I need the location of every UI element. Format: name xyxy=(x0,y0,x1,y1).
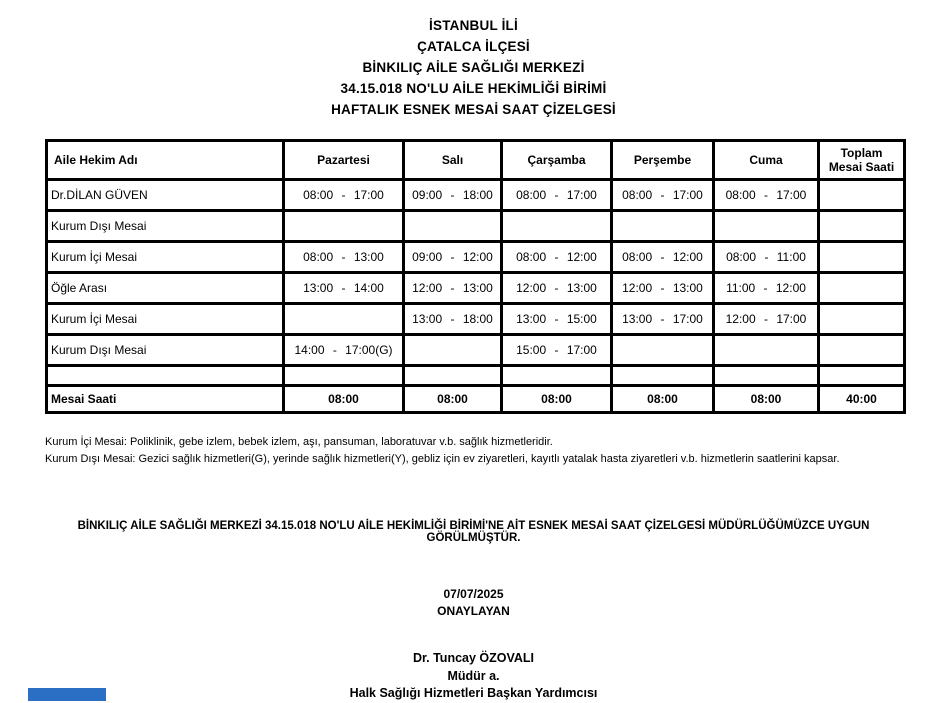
table-row xyxy=(47,211,905,242)
row-label: Kurum İçi Mesai xyxy=(47,304,284,335)
time-cell xyxy=(284,304,404,335)
time-cell xyxy=(284,211,404,242)
time-cell: 08:00 - 17:00 xyxy=(714,180,819,211)
time-cell: 08:00 xyxy=(612,386,714,413)
approver-title: Müdür a. xyxy=(447,668,500,683)
time-cell xyxy=(714,211,819,242)
row-label: Kurum Dışı Mesai xyxy=(47,335,284,366)
time-cell: 08:00 - 17:00 xyxy=(502,180,612,211)
time-cell: 11:00 - 12:00 xyxy=(714,273,819,304)
signature-block xyxy=(0,650,947,703)
approval-statement: BİNKILIÇ AİLE SAĞLIĞI MERKEZİ 34.15.018 NO'LU AİLE HEKİMLİĞİ BİRİMİ'NE AİT ESNEK MESAİ SAAT ÇİZELGESİ MÜDÜRLÜĞÜMÜZCE UYGUN GÖRÜLMÜŞTÜR. xyxy=(77,520,870,544)
time-cell: 08:00 - 17:00 xyxy=(284,180,404,211)
time-cell: 40:00 xyxy=(819,386,905,413)
title-unit: 34.15.018 NO'LU AİLE HEKİMLİĞİ BİRİMİ xyxy=(340,81,607,96)
time-cell xyxy=(404,366,502,386)
time-cell: 12:00 - 13:00 xyxy=(612,273,714,304)
row-label: Kurum Dışı Mesai xyxy=(47,211,284,242)
time-cell: 09:00 - 18:00 xyxy=(404,180,502,211)
time-cell: 13:00 - 15:00 xyxy=(502,304,612,335)
time-cell: 09:00 - 12:00 xyxy=(404,242,502,273)
footer-blue-mark xyxy=(28,688,106,701)
time-cell: 13:00 - 17:00 xyxy=(612,304,714,335)
time-cell: 15:00 - 17:00 xyxy=(502,335,612,366)
time-cell xyxy=(819,366,905,386)
time-cell: 13:00 - 14:00 xyxy=(284,273,404,304)
approver-name: Dr. Tuncay ÖZOVALI xyxy=(412,651,535,665)
schedule-table xyxy=(45,139,906,414)
time-cell: 08:00 - 12:00 xyxy=(612,242,714,273)
row-label: Öğle Arası xyxy=(47,273,284,304)
approver-label: ONAYLAYAN xyxy=(437,604,510,618)
table-row xyxy=(47,273,905,304)
time-cell: 13:00 - 18:00 xyxy=(404,304,502,335)
time-cell xyxy=(612,211,714,242)
approval-date: 07/07/2025 xyxy=(443,587,504,601)
time-cell xyxy=(819,273,905,304)
title-province: İSTANBUL İLİ xyxy=(429,18,518,33)
document-title-block xyxy=(0,0,947,120)
time-cell: 08:00 xyxy=(404,386,502,413)
time-cell xyxy=(612,366,714,386)
row-label: Kurum İçi Mesai xyxy=(47,242,284,273)
table-header-row xyxy=(47,141,905,180)
column-header-wednesday: Çarşamba xyxy=(502,141,612,180)
time-cell: 08:00 - 17:00 xyxy=(612,180,714,211)
time-cell: 08:00 xyxy=(284,386,404,413)
column-header-physician: Aile Hekim Adı xyxy=(47,141,284,180)
time-cell: 12:00 - 13:00 xyxy=(502,273,612,304)
time-cell xyxy=(612,335,714,366)
title-district: ÇATALCA İLÇESİ xyxy=(417,39,530,54)
approval-date-block xyxy=(0,586,947,620)
row-label: Mesai Saati xyxy=(47,386,284,413)
time-cell: 08:00 - 11:00 xyxy=(714,242,819,273)
time-cell xyxy=(819,335,905,366)
table-row xyxy=(47,366,905,386)
table-row xyxy=(47,242,905,273)
row-label xyxy=(47,366,284,386)
footnote-kurum-ici: Kurum İçi Mesai: Poliklinik, gebe izlem, bebek izlem, aşı, pansuman, laboratuvar v.b. sağlık hizmetleridir. xyxy=(45,436,553,448)
time-cell xyxy=(819,242,905,273)
title-health-center: BİNKILIÇ AİLE SAĞLIĞI MERKEZİ xyxy=(362,60,585,75)
table-row xyxy=(47,335,905,366)
footnote-kurum-disi: Kurum Dışı Mesai: Gezici sağlık hizmetleri(G), yerinde sağlık hizmetleri(Y), gebliz için ev ziyaretleri, kayıtlı yatalak hasta ziyaretleri v.b. hizmetlerin saatlerini kapsar. xyxy=(45,453,840,465)
table-row xyxy=(47,386,905,413)
time-cell: 14:00 - 17:00(G) xyxy=(284,335,404,366)
time-cell: 08:00 - 13:00 xyxy=(284,242,404,273)
time-cell xyxy=(714,366,819,386)
column-header-total: Toplam Mesai Saati xyxy=(819,141,905,180)
time-cell xyxy=(819,180,905,211)
column-header-friday: Cuma xyxy=(714,141,819,180)
time-cell: 12:00 - 17:00 xyxy=(714,304,819,335)
time-cell xyxy=(819,304,905,335)
column-header-monday: Pazartesi xyxy=(284,141,404,180)
time-cell xyxy=(404,335,502,366)
time-cell: 08:00 xyxy=(502,386,612,413)
time-cell: 12:00 - 13:00 xyxy=(404,273,502,304)
approver-role: Halk Sağlığı Hizmetleri Başkan Yardımcısı xyxy=(349,686,598,700)
schedule-table-body xyxy=(47,180,905,413)
title-schedule-type: HAFTALIK ESNEK MESAİ SAAT ÇİZELGESİ xyxy=(331,102,616,117)
footnotes xyxy=(45,434,947,468)
time-cell xyxy=(502,366,612,386)
table-row xyxy=(47,180,905,211)
time-cell xyxy=(404,211,502,242)
column-header-tuesday: Salı xyxy=(404,141,502,180)
column-header-thursday: Perşembe xyxy=(612,141,714,180)
time-cell xyxy=(502,211,612,242)
table-row xyxy=(47,304,905,335)
time-cell: 08:00 - 12:00 xyxy=(502,242,612,273)
time-cell xyxy=(284,366,404,386)
row-label: Dr.DİLAN GÜVEN xyxy=(47,180,284,211)
time-cell xyxy=(714,335,819,366)
time-cell xyxy=(819,211,905,242)
time-cell: 08:00 xyxy=(714,386,819,413)
